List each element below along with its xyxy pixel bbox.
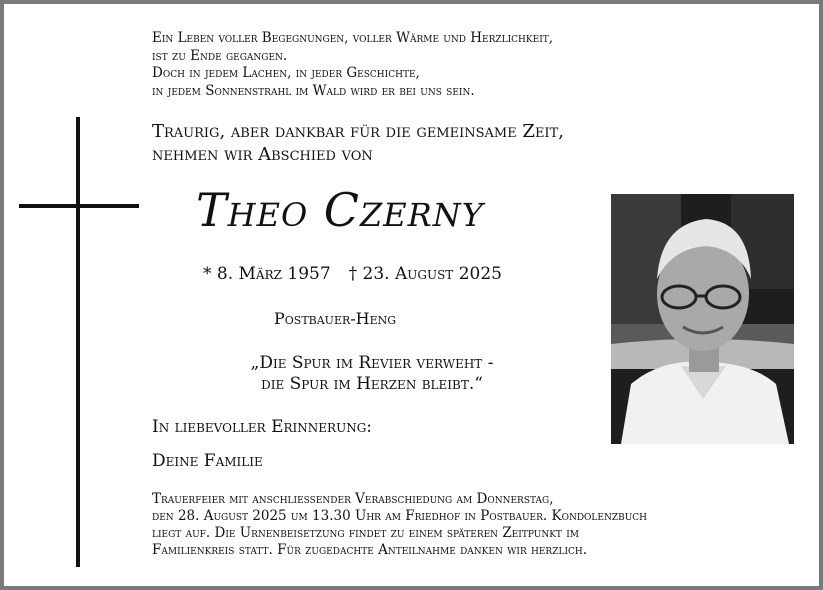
notice-line: den 28. August 2025 um 13.30 Uhr am Friedhof in Postbauer. Kondolenzbuch <box>152 508 648 524</box>
notice-line: Trauerfeier mit anschliessender Verabschiedung am Donnerstag, <box>152 491 554 507</box>
poem-line: ist zu Ende gegangen. <box>152 47 288 64</box>
life-dates <box>203 264 502 284</box>
deceased-name: Theo Czerny <box>196 183 484 237</box>
farewell-lead <box>152 120 564 166</box>
farewell-lead-line: Traurig, aber dankbar für die gemeinsame Zeit, <box>152 121 564 142</box>
cross-icon-horizontal <box>19 204 139 208</box>
poem-line: Ein Leben voller Begegnungen, voller Wärme und Herzlichkeit, <box>152 30 554 46</box>
death-date: † 23. August 2025 <box>348 264 502 284</box>
birth-date: * 8. März 1957 <box>203 264 331 284</box>
notice-line: liegt auf. Die Urnenbeisetzung findet zu einem späteren Zeitpunkt im <box>152 525 579 541</box>
hometown: Postbauer-Heng <box>274 309 397 328</box>
portrait-image <box>611 194 794 444</box>
poem-line: Doch in jedem Lachen, in jeder Geschichte, <box>152 65 420 81</box>
service-notice <box>152 491 647 559</box>
farewell-lead-line: nehmen wir Abschied von <box>152 144 373 165</box>
memorial-quote <box>222 353 522 395</box>
family-signature: Deine Familie <box>152 451 263 471</box>
notice-line: Familienkreis statt. Für zugedachte Anteilnahme danken wir herzlich. <box>152 542 588 558</box>
quote-line: „Die Spur im Revier verweht - <box>250 353 494 373</box>
poem <box>152 30 553 100</box>
portrait-photo <box>611 194 794 444</box>
cross-icon-vertical <box>76 117 80 567</box>
quote-line: die Spur im Herzen bleibt.“ <box>261 374 483 394</box>
remembrance-line: In liebevoller Erinnerung: <box>152 417 373 437</box>
poem-line: in jedem Sonnenstrahl im Wald wird er bei uns sein. <box>152 82 475 99</box>
